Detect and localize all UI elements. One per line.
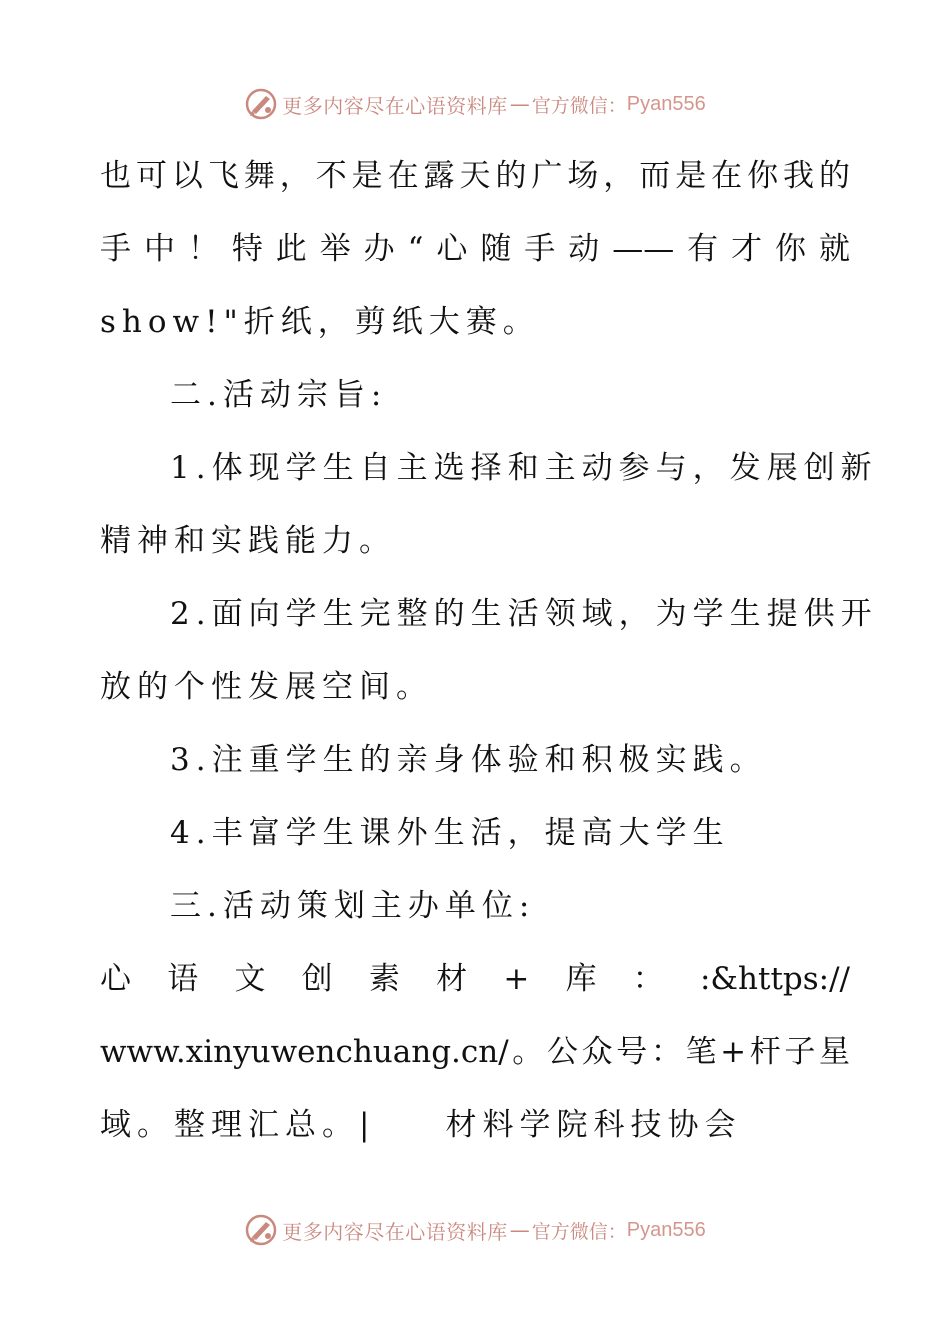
organizer-name: 材料学院科技协会	[445, 1107, 742, 1143]
header-weixin-id: Pyan556	[626, 92, 706, 115]
section-heading-organizer: 三.活动策划主办单位:	[170, 888, 536, 924]
header-weixin-label: 官方微信：	[531, 94, 627, 117]
footer-banner	[0, 1210, 950, 1250]
footer-weixin-id: Pyan556	[626, 1218, 706, 1241]
body-line-item1-cont: 精神和实践能力。	[100, 523, 396, 559]
body-line-last-text: 域。整理汇总。|	[100, 1107, 376, 1143]
document-body	[100, 140, 878, 1162]
pen-logo-icon	[244, 1213, 278, 1247]
body-line-2: 手中！特此举办“心随手动——有才你就	[100, 231, 850, 267]
footer-separator: —	[509, 1218, 530, 1242]
pen-logo-icon	[244, 87, 278, 121]
body-line-1: 也可以飞舞，不是在露天的广场，而是在你我的	[100, 158, 850, 194]
body-line-url: www.xinyuwenchuang.cn/。公众号：笔+杆子星	[100, 1034, 850, 1070]
body-line-3: show!"折纸，剪纸大赛。	[100, 304, 540, 340]
body-line-item2-cont: 放的个性发展空间。	[100, 669, 433, 705]
body-line-item2: 2.面向学生完整的生活领域，为学生提供开	[170, 596, 878, 632]
header-banner	[0, 84, 950, 124]
body-line-library: 心语文创素材+库：:&https://	[100, 961, 850, 997]
body-line-item1: 1.体现学生自主选择和主动参与，发展创新	[170, 450, 878, 486]
header-promo-text: 更多内容尽在心语资料库	[282, 93, 508, 118]
body-line-item3: 3.注重学生的亲身体验和积极实践。	[170, 742, 767, 778]
footer-weixin-label: 官方微信：	[531, 1220, 627, 1243]
section-heading-purpose: 二.活动宗旨:	[170, 377, 388, 413]
header-separator: —	[509, 92, 530, 116]
footer-promo-text: 更多内容尽在心语资料库	[282, 1219, 508, 1244]
body-line-last	[100, 1089, 850, 1162]
body-line-item4: 4.丰富学生课外生活，提高大学生	[170, 815, 730, 851]
